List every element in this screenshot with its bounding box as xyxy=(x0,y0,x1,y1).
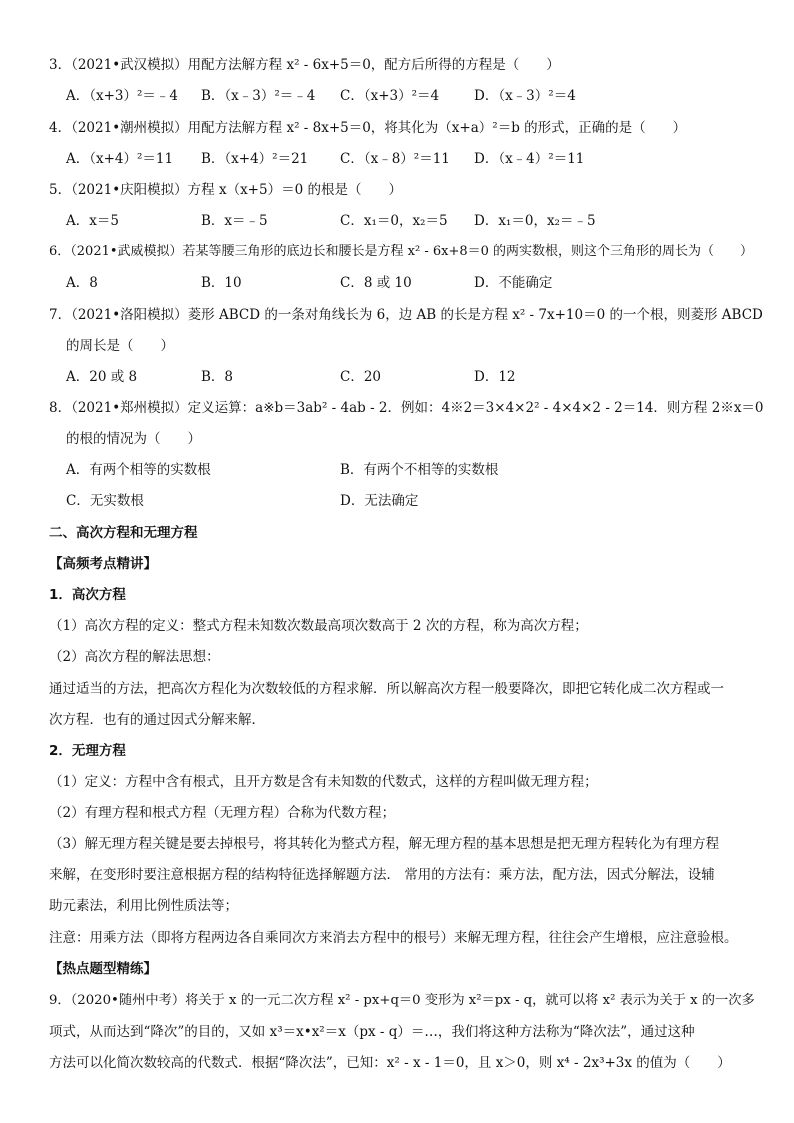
q5-option-b: B．x＝﹣5 xyxy=(201,213,268,229)
question-3-stem: 3．（2021•武汉模拟）用配方法解方程 x² - 6x+5＝0，配方后所得的方程是（ ） xyxy=(49,57,560,73)
q7-option-b: B．8 xyxy=(201,369,234,385)
q7-option-c: C．20 xyxy=(340,369,382,385)
q6-option-d: D．不能确定 xyxy=(474,275,553,291)
paragraph-2-3a: （3）解无理方程关键是要去掉根号，将其转化为整式方程，解无理方程的基本思想是把无理方程转化为有理方程 xyxy=(49,836,720,852)
q4-option-d: D．（x﹣4）²＝11 xyxy=(474,151,585,167)
q7-option-d: D．12 xyxy=(474,369,516,385)
subheading-higher-degree-equation: 1．高次方程 xyxy=(49,587,126,603)
q5-option-a: A．x＝5 xyxy=(66,213,119,229)
q3-option-b: B．（x﹣3）²＝﹣4 xyxy=(201,88,316,104)
question-4-stem: 4．（2021•潮州模拟）用配方法解方程 x² - 8x+5＝0，将其化为（x+a）²＝b 的形式，正确的是（ ） xyxy=(49,120,687,136)
paragraph-2-2: （2）有理方程和根式方程（无理方程）合称为代数方程； xyxy=(49,805,396,821)
q5-option-c: C．x₁＝0，x₂＝5 xyxy=(340,213,448,229)
q8-option-d: D．无法确定 xyxy=(340,493,419,509)
question-8-stem-line1: 8．（2021•郑州模拟）定义运算：a※b＝3ab² - 4ab - 2．例如：4※2＝3×4×2² - 4×4×2 - 2＝14．则方程 2※x＝0 xyxy=(49,400,764,416)
question-9-line3: 方法可以化简次数较高的代数式．根据“降次法”，已知：x² - x - 1＝0，且 x＞0，则 x⁴ - 2x³+3x 的值为（ ） xyxy=(49,1055,731,1071)
section-2-heading: 二、高次方程和无理方程 xyxy=(49,525,198,541)
question-5-stem: 5．（2021•庆阳模拟）方程 x（x+5）＝0 的根是（ ） xyxy=(49,182,402,198)
q8-option-c: C．无实数根 xyxy=(66,493,144,509)
q4-option-c: C．（x﹣8）²＝11 xyxy=(340,151,450,167)
paragraph-1-2: （2）高次方程的解法思想： xyxy=(49,649,220,665)
question-9-line1: 9．（2020•随州中考）将关于 x 的一元二次方程 x² - px+q＝0 变形为 x²＝px - q，就可以将 x² 表示为关于 x 的一次多 xyxy=(49,993,755,1008)
q3-option-c: C．（x+3）²＝4 xyxy=(340,88,440,104)
q3-option-a: A．（x+3）²＝﹣4 xyxy=(66,88,179,104)
question-7-stem-line1: 7．（2021•洛阳模拟）菱形 ABCD 的一条对角线长为 6，边 AB 的长是方程 x² - 7x+10＝0 的一个根，则菱形 ABCD xyxy=(49,307,763,323)
question-7-stem-line2: 的周长是（ ） xyxy=(66,338,174,354)
paragraph-1-3b: 次方程．也有的通过因式分解来解． xyxy=(49,712,265,728)
paragraph-2-1: （1）定义：方程中含有根式，且开方数是含有未知数的代数式，这样的方程叫做无理方程； xyxy=(49,774,598,790)
q4-option-a: A．（x+4）²＝11 xyxy=(66,151,174,167)
q4-option-b: B．（x+4）²＝21 xyxy=(201,151,309,167)
q7-option-a: A．20 或 8 xyxy=(66,369,138,385)
q8-option-b: B．有两个不相等的实数根 xyxy=(340,462,499,478)
paragraph-1-3a: 通过适当的方法，把高次方程化为次数较低的方程求解．所以解高次方程一般要降次，即把它转化成二次方程或一 xyxy=(49,681,724,697)
question-6-stem: 6．（2021•武威模拟）若某等腰三角形的底边长和腰长是方程 x² - 6x+8＝0 的两实数根，则这个三角形的周长为（ ） xyxy=(49,244,754,259)
hot-topic-tag: 【热点题型精练】 xyxy=(49,961,157,977)
q6-option-c: C．8 或 10 xyxy=(340,275,412,291)
paragraph-2-3b: 来解，在变形时要注意根据方程的结构特征选择解题方法． 常用的方法有：乘方法，配方法，因式分解法，设辅 xyxy=(49,867,715,883)
paragraph-1-1: （1）高次方程的定义：整式方程未知数次数最高项次数高于 2 次的方程，称为高次方程； xyxy=(49,618,588,634)
subheading-irrational-equation: 2．无理方程 xyxy=(49,743,126,759)
q5-option-d: D．x₁＝0，x₂＝﹣5 xyxy=(474,213,596,229)
question-8-stem-line2: 的根的情况为（ ） xyxy=(66,431,201,447)
q3-option-d: D．（x﹣3）²＝4 xyxy=(474,88,576,104)
note-paragraph: 注意：用乘方法（即将方程两边各自乘同次方来消去方程中的根号）来解无理方程，往往会产生增根，应注意验根。 xyxy=(49,930,738,946)
paragraph-2-3c: 助元素法，利用比例性质法等； xyxy=(49,898,238,914)
high-frequency-tag: 【高频考点精讲】 xyxy=(49,556,157,572)
q6-option-b: B．10 xyxy=(201,275,242,291)
q6-option-a: A．8 xyxy=(66,275,98,291)
q8-option-a: A．有两个相等的实数根 xyxy=(66,462,211,478)
question-9-line2: 项式，从而达到“降次”的目的，又如 x³＝x•x²＝x（px - q）＝…，我们将这种方法称为“降次法”，通过这种 xyxy=(49,1024,695,1040)
